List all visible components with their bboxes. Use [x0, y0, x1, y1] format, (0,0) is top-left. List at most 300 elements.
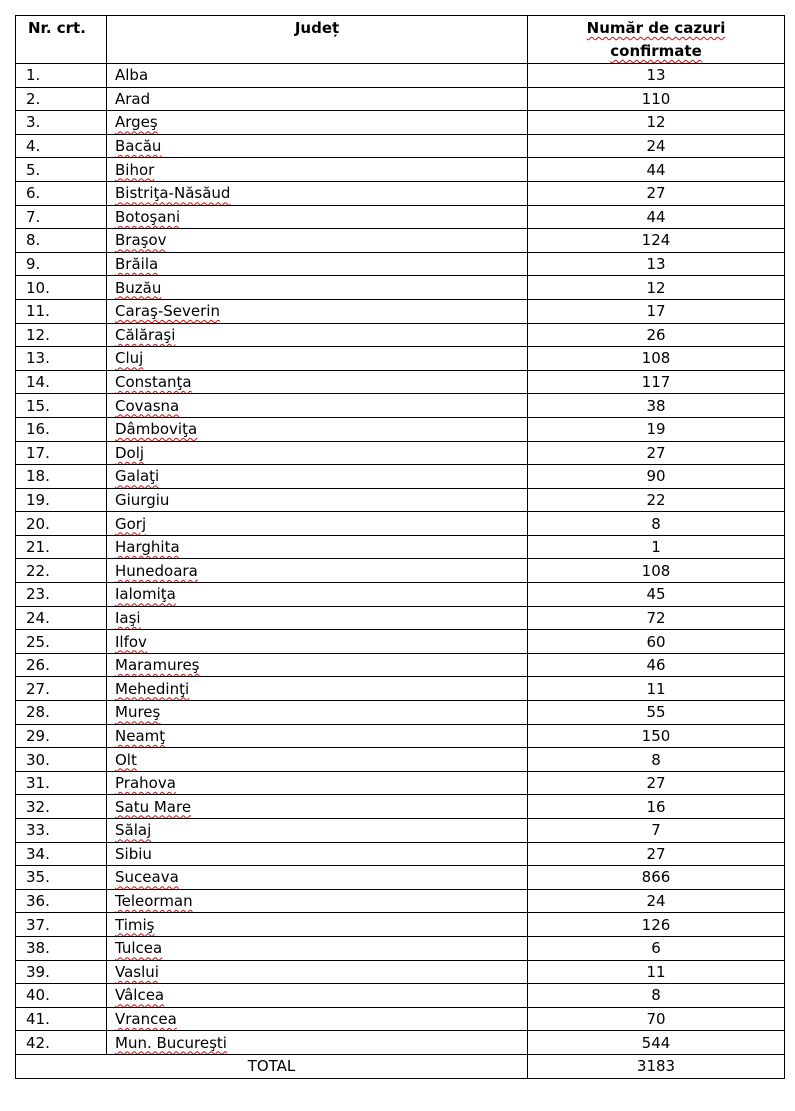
county-name: Sălaj: [115, 821, 152, 840]
county-cell: [107, 134, 528, 158]
county-cell: [107, 748, 528, 772]
county-cell: [107, 181, 528, 205]
row-number: 18.: [26, 467, 50, 486]
row-number-cell: [16, 748, 107, 772]
county-name: Mun. Bucureşti: [115, 1033, 227, 1052]
row-number: 23.: [26, 585, 50, 604]
table-row: [16, 488, 785, 512]
row-number-cell: [16, 960, 107, 984]
county-name: Neamţ: [115, 726, 166, 745]
confirmed-cases-count: 1: [651, 538, 661, 557]
confirmed-cases-count: 38: [646, 396, 666, 415]
confirmed-cases-count: 44: [646, 160, 666, 179]
county-cell: [107, 512, 528, 536]
row-number-cell: [16, 347, 107, 371]
row-number: 33.: [26, 821, 50, 840]
confirmed-cases-count: 24: [646, 137, 666, 156]
table-row: [16, 535, 785, 559]
county-cell: [107, 630, 528, 654]
confirmed-cases-count: 16: [646, 797, 666, 816]
row-number-cell: [16, 87, 107, 111]
row-number: 36.: [26, 892, 50, 911]
table-row: [16, 134, 785, 158]
confirmed-cases-cell: [528, 677, 785, 701]
row-number: 31.: [26, 774, 50, 793]
covid-cases-by-county-table: [15, 15, 785, 1079]
confirmed-cases-count: 866: [641, 868, 671, 887]
row-number: 35.: [26, 868, 50, 887]
row-number: 16.: [26, 420, 50, 439]
confirmed-cases-cell: [528, 866, 785, 890]
row-number: 28.: [26, 703, 50, 722]
confirmed-cases-cell: [528, 370, 785, 394]
county-name: Galaţi: [115, 467, 160, 486]
row-number: 25.: [26, 632, 50, 651]
table-row: [16, 64, 785, 88]
row-number-cell: [16, 913, 107, 937]
row-number: 37.: [26, 915, 50, 934]
row-number: 27.: [26, 679, 50, 698]
table-row: [16, 724, 785, 748]
row-number: 17.: [26, 443, 50, 462]
county-cell: [107, 441, 528, 465]
confirmed-cases-cell: [528, 252, 785, 276]
table-row: [16, 936, 785, 960]
confirmed-cases-count: 17: [646, 302, 666, 321]
county-cell: [107, 819, 528, 843]
county-name: Alba: [115, 66, 149, 85]
county-name: Mureş: [115, 703, 161, 722]
confirmed-cases-count: 26: [646, 325, 666, 344]
county-cell: [107, 87, 528, 111]
row-number: 41.: [26, 1010, 50, 1029]
table-row: [16, 370, 785, 394]
county-name: Braşov: [115, 231, 167, 250]
confirmed-cases-cell: [528, 512, 785, 536]
row-number: 42.: [26, 1033, 50, 1052]
county-name: Vaslui: [115, 962, 159, 981]
row-number: 8.: [26, 231, 41, 250]
table-row: [16, 1031, 785, 1055]
table-row: [16, 323, 785, 347]
county-name: Dolj: [115, 443, 145, 462]
confirmed-cases-count: 27: [646, 844, 666, 863]
header-confirmed-cases: [528, 16, 785, 64]
table-row: [16, 252, 785, 276]
confirmed-cases-count: 27: [646, 184, 666, 203]
county-name: Cluj: [115, 349, 144, 368]
confirmed-cases-cell: [528, 889, 785, 913]
row-number: 11.: [26, 302, 50, 321]
row-number: 32.: [26, 797, 50, 816]
county-cell: [107, 299, 528, 323]
confirmed-cases-cell: [528, 842, 785, 866]
county-cell: [107, 677, 528, 701]
table-row: [16, 748, 785, 772]
table-row: [16, 417, 785, 441]
confirmed-cases-count: 13: [646, 255, 666, 274]
confirmed-cases-count: 24: [646, 892, 666, 911]
table-row: [16, 512, 785, 536]
row-number-cell: [16, 583, 107, 607]
confirmed-cases-cell: [528, 1007, 785, 1031]
county-cell: [107, 347, 528, 371]
county-cell: [107, 229, 528, 253]
county-cell: [107, 158, 528, 182]
row-number: 19.: [26, 490, 50, 509]
county-cell: [107, 111, 528, 135]
county-cell: [107, 606, 528, 630]
confirmed-cases-cell: [528, 64, 785, 88]
county-cell: [107, 724, 528, 748]
header-county-text: Județ: [294, 19, 340, 37]
confirmed-cases-count: 44: [646, 207, 666, 226]
confirmed-cases-count: 117: [641, 373, 671, 392]
confirmed-cases-count: 110: [641, 89, 671, 108]
row-number-cell: [16, 1007, 107, 1031]
header-county: [107, 16, 528, 64]
confirmed-cases-count: 544: [641, 1033, 671, 1052]
row-number: 5.: [26, 160, 41, 179]
confirmed-cases-count: 126: [641, 915, 671, 934]
confirmed-cases-cell: [528, 229, 785, 253]
table-row: [16, 441, 785, 465]
confirmed-cases-cell: [528, 984, 785, 1008]
county-cell: [107, 1007, 528, 1031]
row-number-cell: [16, 866, 107, 890]
confirmed-cases-count: 55: [646, 703, 666, 722]
confirmed-cases-count: 12: [646, 113, 666, 132]
row-number: 29.: [26, 726, 50, 745]
confirmed-cases-cell: [528, 724, 785, 748]
row-number-cell: [16, 889, 107, 913]
confirmed-cases-cell: [528, 158, 785, 182]
confirmed-cases-count: 124: [641, 231, 671, 250]
table-row: [16, 299, 785, 323]
county-cell: [107, 913, 528, 937]
table-row: [16, 1007, 785, 1031]
row-number-cell: [16, 842, 107, 866]
table-row: [16, 630, 785, 654]
row-number: 6.: [26, 184, 41, 203]
confirmed-cases-count: 11: [646, 962, 666, 981]
confirmed-cases-count: 8: [651, 986, 661, 1005]
county-name: Buzău: [115, 278, 162, 297]
confirmed-cases-cell: [528, 583, 785, 607]
confirmed-cases-cell: [528, 653, 785, 677]
table-row: [16, 347, 785, 371]
county-name: Argeş: [115, 113, 158, 132]
confirmed-cases-count: 27: [646, 774, 666, 793]
confirmed-cases-count: 7: [651, 821, 661, 840]
table-body: [16, 64, 785, 1055]
confirmed-cases-cell: [528, 1031, 785, 1055]
row-number-cell: [16, 724, 107, 748]
county-cell: [107, 653, 528, 677]
confirmed-cases-cell: [528, 134, 785, 158]
header-nr-crt-text: Nr. crt.: [28, 19, 86, 37]
row-number-cell: [16, 276, 107, 300]
county-cell: [107, 771, 528, 795]
header-nr-crt: [16, 16, 107, 64]
confirmed-cases-cell: [528, 795, 785, 819]
row-number-cell: [16, 229, 107, 253]
county-name: Maramureş: [115, 656, 200, 675]
row-number-cell: [16, 111, 107, 135]
row-number-cell: [16, 465, 107, 489]
county-name: Covasna: [115, 396, 180, 415]
confirmed-cases-count: 12: [646, 278, 666, 297]
county-name: Caraş-Severin: [115, 302, 220, 321]
row-number-cell: [16, 819, 107, 843]
county-cell: [107, 205, 528, 229]
row-number: 3.: [26, 113, 41, 132]
row-number: 15.: [26, 396, 50, 415]
confirmed-cases-cell: [528, 205, 785, 229]
county-name: Ilfov: [115, 632, 147, 651]
total-label: TOTAL: [247, 1057, 296, 1076]
row-number-cell: [16, 205, 107, 229]
confirmed-cases-cell: [528, 323, 785, 347]
county-cell: [107, 323, 528, 347]
row-number: 40.: [26, 986, 50, 1005]
row-number: 38.: [26, 939, 50, 958]
county-name: Tulcea: [115, 939, 163, 958]
row-number-cell: [16, 323, 107, 347]
table-row: [16, 960, 785, 984]
row-number: 34.: [26, 844, 50, 863]
table-row: [16, 158, 785, 182]
county-cell: [107, 984, 528, 1008]
row-number: 22.: [26, 561, 50, 580]
county-name: Ialomiţa: [115, 585, 176, 604]
confirmed-cases-cell: [528, 606, 785, 630]
county-name: Vrancea: [115, 1010, 177, 1029]
confirmed-cases-cell: [528, 87, 785, 111]
row-number-cell: [16, 535, 107, 559]
county-name: Constanţa: [115, 373, 192, 392]
confirmed-cases-count: 11: [646, 679, 666, 698]
header-row: [16, 16, 785, 64]
county-name: Olt: [115, 750, 137, 769]
row-number: 10.: [26, 278, 50, 297]
row-number-cell: [16, 1031, 107, 1055]
row-number-cell: [16, 677, 107, 701]
confirmed-cases-cell: [528, 960, 785, 984]
county-cell: [107, 535, 528, 559]
row-number-cell: [16, 417, 107, 441]
row-number-cell: [16, 64, 107, 88]
county-name: Brăila: [115, 255, 159, 274]
confirmed-cases-cell: [528, 748, 785, 772]
confirmed-cases-cell: [528, 111, 785, 135]
row-number: 4.: [26, 137, 41, 156]
row-number-cell: [16, 630, 107, 654]
county-name: Hunedoara: [115, 561, 198, 580]
table-row: [16, 701, 785, 725]
table-row: [16, 465, 785, 489]
confirmed-cases-cell: [528, 936, 785, 960]
confirmed-cases-cell: [528, 488, 785, 512]
table-row: [16, 795, 785, 819]
confirmed-cases-count: 72: [646, 608, 666, 627]
row-number: 1.: [26, 66, 41, 85]
row-number-cell: [16, 181, 107, 205]
county-cell: [107, 889, 528, 913]
confirmed-cases-cell: [528, 394, 785, 418]
confirmed-cases-cell: [528, 441, 785, 465]
confirmed-cases-cell: [528, 181, 785, 205]
county-name: Gorj: [115, 514, 147, 533]
confirmed-cases-cell: [528, 913, 785, 937]
row-number: 14.: [26, 373, 50, 392]
county-name: Bacău: [115, 137, 162, 156]
row-number: 26.: [26, 656, 50, 675]
county-name: Dâmboviţa: [115, 420, 198, 439]
confirmed-cases-count: 45: [646, 585, 666, 604]
confirmed-cases-cell: [528, 701, 785, 725]
table-row: [16, 559, 785, 583]
row-number-cell: [16, 606, 107, 630]
row-number-cell: [16, 984, 107, 1008]
table-row: [16, 229, 785, 253]
confirmed-cases-count: 6: [651, 939, 661, 958]
table-row: [16, 394, 785, 418]
confirmed-cases-count: 13: [646, 66, 666, 85]
row-number-cell: [16, 795, 107, 819]
row-number-cell: [16, 559, 107, 583]
county-name: Sibiu: [115, 844, 152, 863]
row-number-cell: [16, 134, 107, 158]
county-name: Prahova: [115, 774, 176, 793]
table-row: [16, 889, 785, 913]
table-row: [16, 205, 785, 229]
table-row: [16, 819, 785, 843]
confirmed-cases-cell: [528, 819, 785, 843]
confirmed-cases-cell: [528, 417, 785, 441]
confirmed-cases-cell: [528, 630, 785, 654]
county-cell: [107, 394, 528, 418]
row-number-cell: [16, 771, 107, 795]
confirmed-cases-cell: [528, 347, 785, 371]
confirmed-cases-cell: [528, 535, 785, 559]
county-name: Mehedinţi: [115, 679, 190, 698]
county-cell: [107, 252, 528, 276]
header-confirmed-cases-line2: confirmate: [610, 42, 702, 60]
row-number: 13.: [26, 349, 50, 368]
county-cell: [107, 795, 528, 819]
confirmed-cases-cell: [528, 771, 785, 795]
table-row: [16, 842, 785, 866]
confirmed-cases-count: 27: [646, 443, 666, 462]
county-name: Botoşani: [115, 207, 181, 226]
county-name: Suceava: [115, 868, 179, 887]
row-number-cell: [16, 370, 107, 394]
table-row: [16, 677, 785, 701]
confirmed-cases-count: 8: [651, 514, 661, 533]
confirmed-cases-count: 19: [646, 420, 666, 439]
county-name: Arad: [115, 89, 151, 108]
table-row: [16, 653, 785, 677]
county-cell: [107, 701, 528, 725]
table-row: [16, 984, 785, 1008]
table-row: [16, 276, 785, 300]
county-cell: [107, 276, 528, 300]
table-row: [16, 913, 785, 937]
row-number: 39.: [26, 962, 50, 981]
row-number: 9.: [26, 255, 41, 274]
confirmed-cases-count: 70: [646, 1010, 666, 1029]
table-row: [16, 771, 785, 795]
row-number: 20.: [26, 514, 50, 533]
row-number-cell: [16, 252, 107, 276]
county-cell: [107, 370, 528, 394]
county-name: Bihor: [115, 160, 155, 179]
total-label-cell: [16, 1054, 528, 1078]
county-name: Vâlcea: [115, 986, 165, 1005]
confirmed-cases-count: 60: [646, 632, 666, 651]
row-number: 2.: [26, 89, 41, 108]
row-number-cell: [16, 512, 107, 536]
row-number: 24.: [26, 608, 50, 627]
confirmed-cases-count: 46: [646, 656, 666, 675]
confirmed-cases-count: 8: [651, 750, 661, 769]
county-cell: [107, 936, 528, 960]
confirmed-cases-count: 108: [641, 349, 671, 368]
table-row: [16, 87, 785, 111]
row-number: 21.: [26, 538, 50, 557]
confirmed-cases-count: 22: [646, 490, 666, 509]
county-name: Teleorman: [115, 892, 193, 911]
county-cell: [107, 1031, 528, 1055]
row-number: 30.: [26, 750, 50, 769]
total-row: [16, 1054, 785, 1078]
row-number-cell: [16, 158, 107, 182]
county-name: Bistriţa-Năsăud: [115, 184, 231, 203]
confirmed-cases-count: 108: [641, 561, 671, 580]
county-cell: [107, 64, 528, 88]
header-confirmed-cases-line1: Număr de cazuri: [586, 19, 726, 37]
county-name: Satu Mare: [115, 797, 192, 816]
county-cell: [107, 465, 528, 489]
county-name: Călăraşi: [115, 325, 176, 344]
row-number-cell: [16, 701, 107, 725]
row-number-cell: [16, 441, 107, 465]
row-number-cell: [16, 299, 107, 323]
row-number-cell: [16, 488, 107, 512]
county-name: Iaşi: [115, 608, 141, 627]
county-cell: [107, 866, 528, 890]
confirmed-cases-cell: [528, 465, 785, 489]
table-row: [16, 866, 785, 890]
row-number-cell: [16, 653, 107, 677]
table-row: [16, 111, 785, 135]
county-cell: [107, 488, 528, 512]
county-name: Giurgiu: [115, 490, 170, 509]
county-name: Timiş: [115, 915, 155, 934]
row-number-cell: [16, 936, 107, 960]
row-number: 12.: [26, 325, 50, 344]
county-cell: [107, 559, 528, 583]
county-cell: [107, 417, 528, 441]
confirmed-cases-cell: [528, 276, 785, 300]
total-count-cell: [528, 1054, 785, 1078]
confirmed-cases-cell: [528, 299, 785, 323]
row-number: 7.: [26, 207, 41, 226]
confirmed-cases-count: 90: [646, 467, 666, 486]
county-cell: [107, 842, 528, 866]
county-cell: [107, 583, 528, 607]
